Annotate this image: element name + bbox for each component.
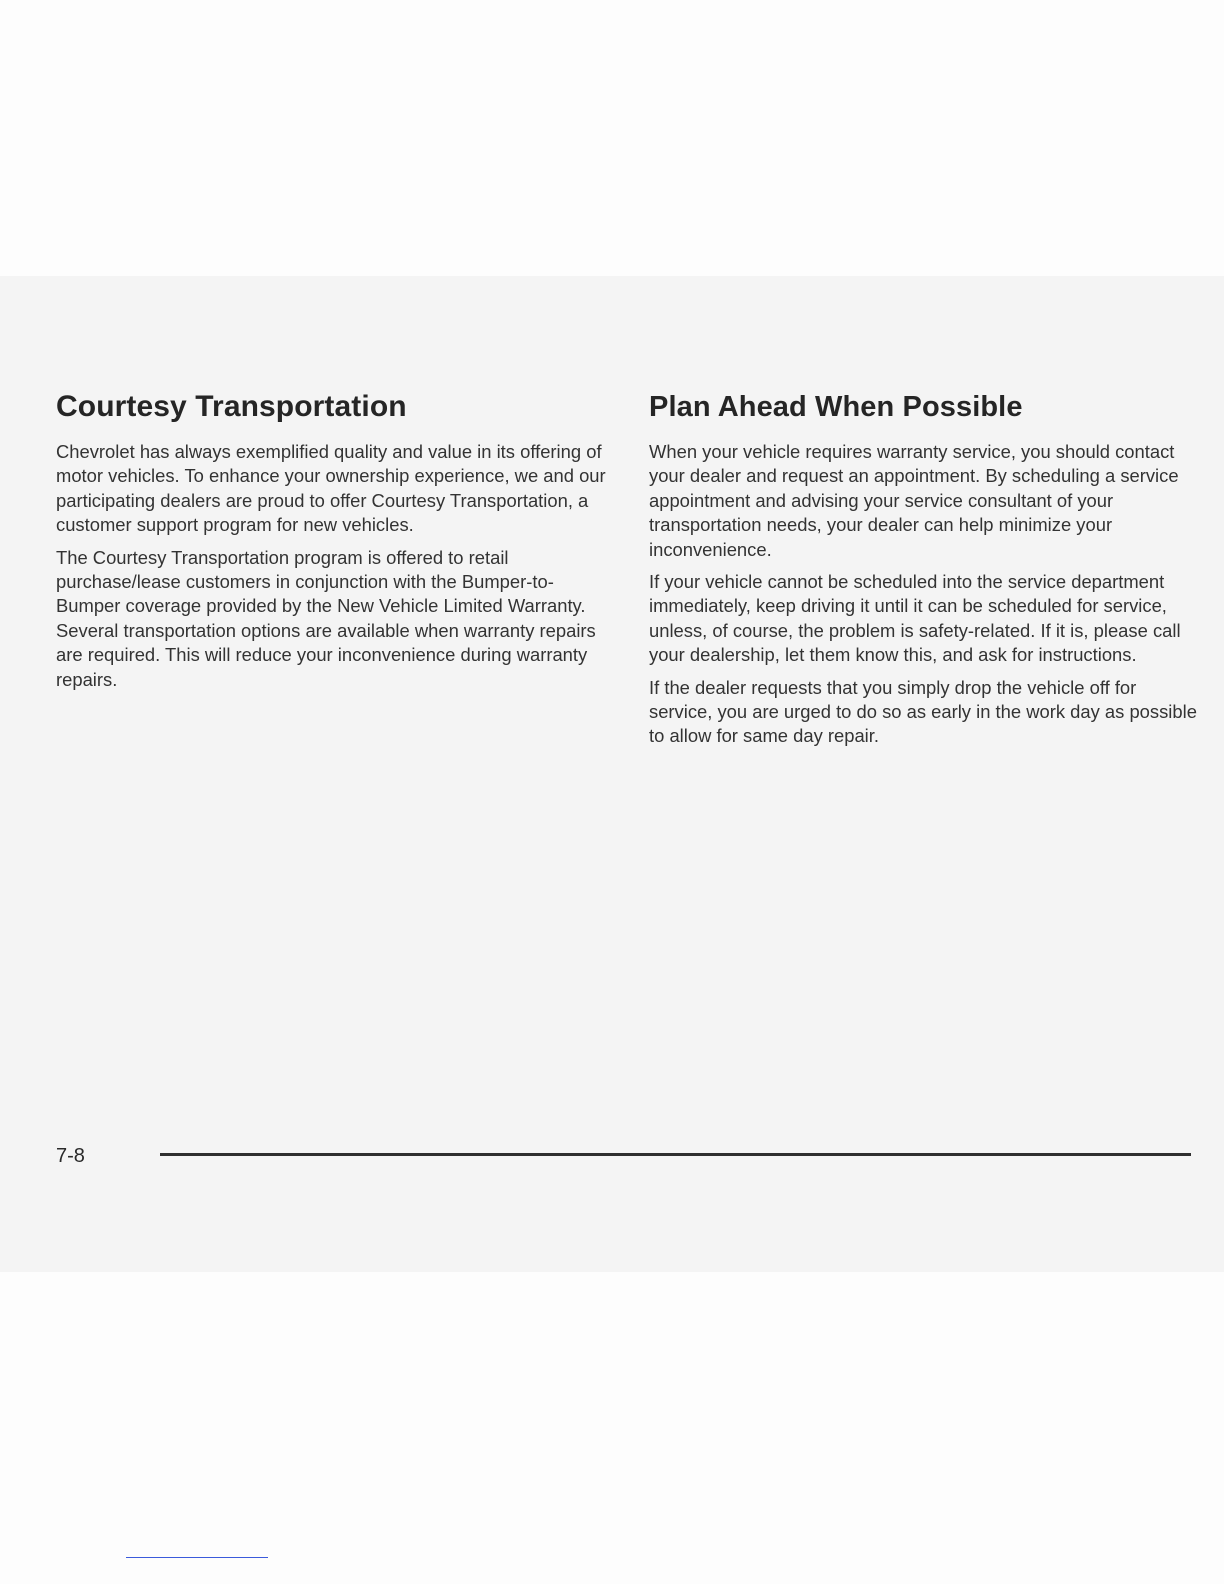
courtesy-transportation-section — [56, 390, 616, 700]
courtesy-transportation-heading: Courtesy Transportation — [56, 390, 407, 423]
plan-ahead-paragraph-3: If the dealer requests that you simply drop the vehicle off for service, you are urged to do so as early in the work day as possible to allow for same day repair. — [649, 676, 1197, 747]
page-number: 7-8 — [56, 1145, 85, 1167]
link-underline[interactable] — [126, 1557, 268, 1558]
plan-ahead-heading: Plan Ahead When Possible — [649, 391, 1023, 423]
plan-ahead-paragraph-1: When your vehicle requires warranty service, you should contact your dealer and request an appointment. By scheduling a service appointment and advising your service consultant of your transportation needs, your dealer can help minimize your inconvenience. — [649, 441, 1179, 560]
footer-divider — [160, 1153, 1191, 1156]
plan-ahead-section — [649, 390, 1199, 757]
plan-ahead-paragraph-2: If your vehicle cannot be scheduled into the service department immediately, keep driving it until it can be scheduled for service, unless, of course, the problem is safety-related. If it is, please call your dealership, let them know this, and ask for instructions. — [649, 571, 1181, 666]
courtesy-transportation-paragraph-2: The Courtesy Transportation program is offered to retail purchase/lease customers in conjunction with the Bumper-to-Bumper coverage provided by the New Vehicle Limited Warranty. Several transportation options are available when warranty repairs are required. This will reduce your inconvenience during warranty repairs. — [56, 546, 596, 690]
courtesy-transportation-paragraph-1: Chevrolet has always exemplified quality and value in its offering of motor vehicles. To enhance your ownership experience, we and our participating dealers are proud to offer Courtesy Transportation, a customer support program for new vehicles. — [56, 441, 606, 536]
